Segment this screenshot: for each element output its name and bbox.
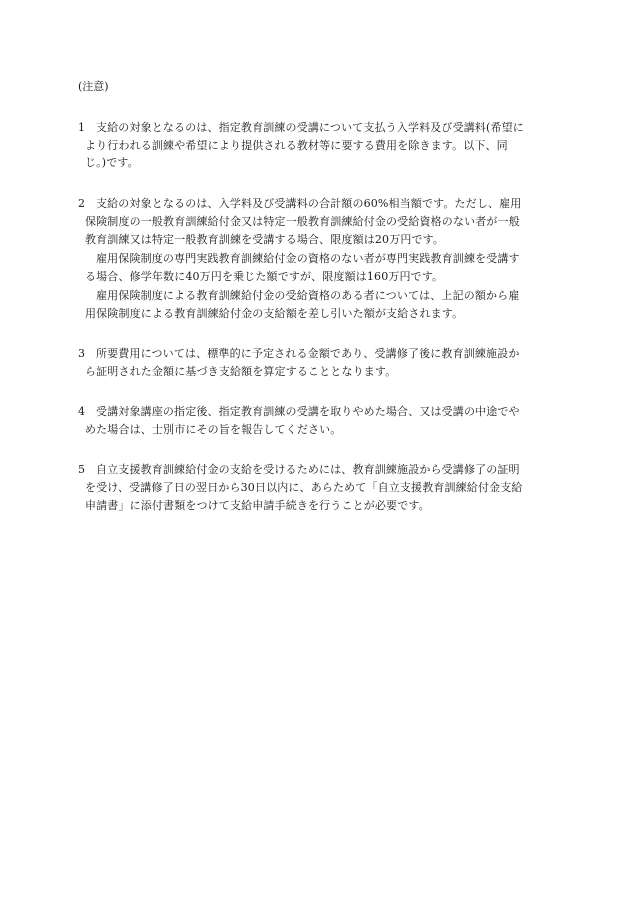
item-2-number: 2 xyxy=(78,197,85,210)
item-1-line-1: 支給の対象となるのは、指定教育訓練の受講について支払う入学料及び受講料(希望に xyxy=(96,121,524,134)
item-5-line-2: を受け、受講修了日の翌日から30日以内に、あらためて「自立支援教育訓練給付金支給 xyxy=(85,481,523,494)
item-2-line-2: 保険制度の一般教育訓練給付金又は特定一般教育訓練給付金の受給資格のない者が一般 xyxy=(85,215,520,228)
item-2-line-1: 支給の対象となるのは、入学料及び受講料の合計額の60%相当額です。ただし、雇用 xyxy=(96,197,522,210)
item-1-line-3: じ。)です。 xyxy=(85,156,139,169)
item-5-line-3: 申請書」に添付書類をつけて支給申請手続きを行うことが必要です。 xyxy=(85,499,430,512)
item-4-line-2: めた場合は、士別市にその旨を報告してください。 xyxy=(85,423,342,436)
item-2-line-7: 用保険制度による教育訓練給付金の支給額を差し引いた額が支給されます。 xyxy=(85,307,464,320)
item-3-line-1: 所要費用については、標準的に予定される金額であり、受講修了後に教育訓練施設か xyxy=(96,347,520,360)
item-2-line-3: 教育訓練又は特定一般教育訓練を受講する場合、限度額は20万円です。 xyxy=(85,233,445,246)
item-1-number: 1 xyxy=(78,121,85,134)
item-3-line-2: ら証明された金額に基づき支給額を算定することとなります。 xyxy=(85,365,397,378)
item-2-line-5: る場合、修学年数に40万円を乗じた額ですが、限度額は160万円です。 xyxy=(85,270,444,283)
item-5-number: 5 xyxy=(78,463,85,476)
item-1-line-2: より行われる訓練や希望により提供される教材等に要する費用を除きます。以下、同 xyxy=(85,139,508,152)
item-2-line-4: 雇用保険制度の専門実践教育訓練給付金の資格のない者が専門実践教育訓練を受講す xyxy=(96,252,520,265)
item-2-line-6: 雇用保険制度による教育訓練給付金の受給資格のある者については、上記の額から雇 xyxy=(96,289,520,302)
item-4-number: 4 xyxy=(78,405,85,418)
item-5-line-1: 自立支援教育訓練給付金の支給を受けるためには、教育訓練施設から受講修了の証明 xyxy=(96,463,520,476)
notice-heading: (注意) xyxy=(78,80,109,93)
item-3-number: 3 xyxy=(78,347,85,360)
item-4-line-1: 受講対象講座の指定後、指定教育訓練の受講を取りやめた場合、又は受講の中途でや xyxy=(96,405,520,418)
